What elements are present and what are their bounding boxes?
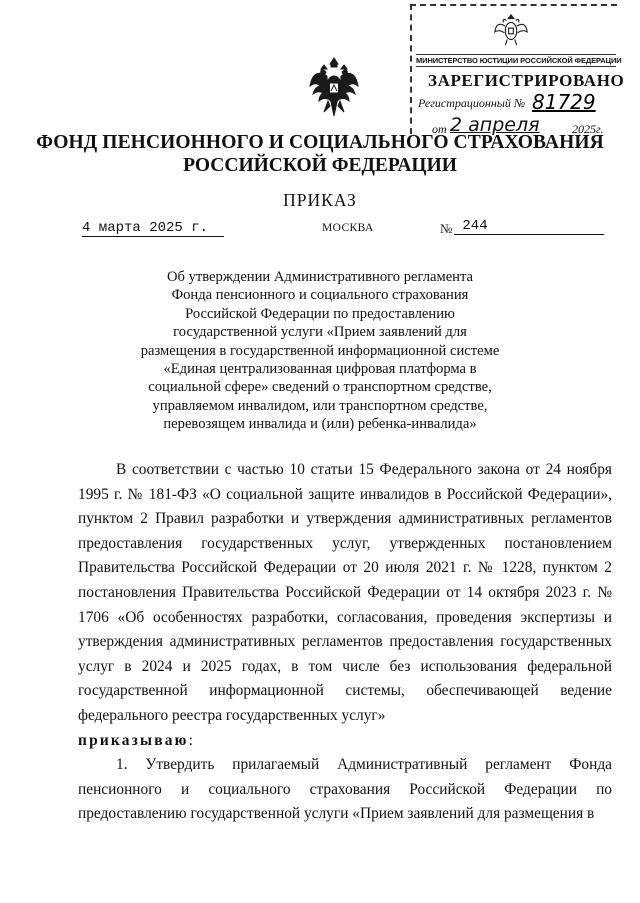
org-name-line1: ФОНД ПЕНСИОННОГО И СОЦИАЛЬНОГО СТРАХОВАНИЯ <box>36 132 604 153</box>
order-word: приказываю <box>78 731 189 749</box>
stamp-year: 2025г. <box>572 122 604 136</box>
stamp-reg-label: Регистрационный № <box>418 96 526 110</box>
stamp-date-prefix: от <box>432 122 447 136</box>
document-type: ПРИКАЗ <box>283 190 357 210</box>
coat-of-arms-icon <box>308 56 360 118</box>
title-line: Об утверждении Административного регламента <box>166 269 474 285</box>
stamp-date-handwritten: 2 апреля <box>450 114 540 136</box>
title-line: размещения в государственной информационной системе <box>140 342 500 359</box>
title-line: Фонда пенсионного и социального страхования <box>171 287 469 304</box>
preamble-paragraph <box>78 458 612 729</box>
order-body <box>78 458 612 827</box>
coat-of-arms-icon <box>492 10 530 50</box>
order-city: МОСКВА <box>322 222 374 234</box>
title-line: «Единая централизованная цифровая платформа в <box>163 361 477 378</box>
title-line: социальной сфере» сведений о транспортном средстве, <box>148 379 492 396</box>
order-word-paragraph <box>78 729 612 754</box>
order-number-label: № <box>440 221 453 236</box>
order-date: 4 марта 2025 г. <box>82 220 224 237</box>
order-number-value: 244 <box>462 218 488 234</box>
preamble-text: В соответствии с частью 10 статьи 15 Федерального закона от 24 ноября 1995 г. № 181-ФЗ «О социальной защите инвалидов в Российской Федерации», пунктом 2 Правил разработки и утверждения административных регламентов предоставления государственных услуг, утвержденных постановлением Правительства Российской Федерации от 20 июля 2021 г. № 1228, пунктом 2 постановления Правительства Российской Федерации от 14 октября 2023 г. № 1706 «Об особенностях разработки, согласования, проведения экспертизы и утверждения административных регламентов предоставления государственных услуг в 2024 и 2025 годах, в том числе без использования федеральной государственной информационной системы, обеспечивающей ведение федерального реестра государственных услуг» <box>78 461 612 724</box>
order-word-colon: : <box>188 731 193 749</box>
org-name-line2: РОССИЙСКОЙ ФЕДЕРАЦИИ <box>183 155 457 176</box>
order-title <box>110 268 530 434</box>
title-line: перевозящем инвалида и (или) ребенка-инвалида» <box>163 416 477 433</box>
stamp-ministry: МИНИСТЕРСТВО ЮСТИЦИИ РОССИЙСКОЙ ФЕДЕРАЦИИ <box>416 56 622 65</box>
item-1-paragraph <box>78 753 612 827</box>
title-line: Российской Федерации по предоставлению <box>185 305 455 322</box>
stamp-reg-number: 81729 <box>532 90 596 114</box>
title-line: управляемом инвалидом, или транспортном средстве, <box>152 397 488 414</box>
item-1-text: 1. Утвердить прилагаемый Административный регламент Фонда пенсионного и социального страхования Российской Федерации по предоставлению государственной услуги «Прием заявлений для размещения в <box>78 756 612 823</box>
registration-stamp <box>410 4 625 138</box>
order-number <box>454 218 604 235</box>
stamp-registered: ЗАРЕГИСТРИРОВАНО <box>428 71 625 90</box>
title-line: государственной услуги «Прием заявлений для <box>173 324 467 341</box>
